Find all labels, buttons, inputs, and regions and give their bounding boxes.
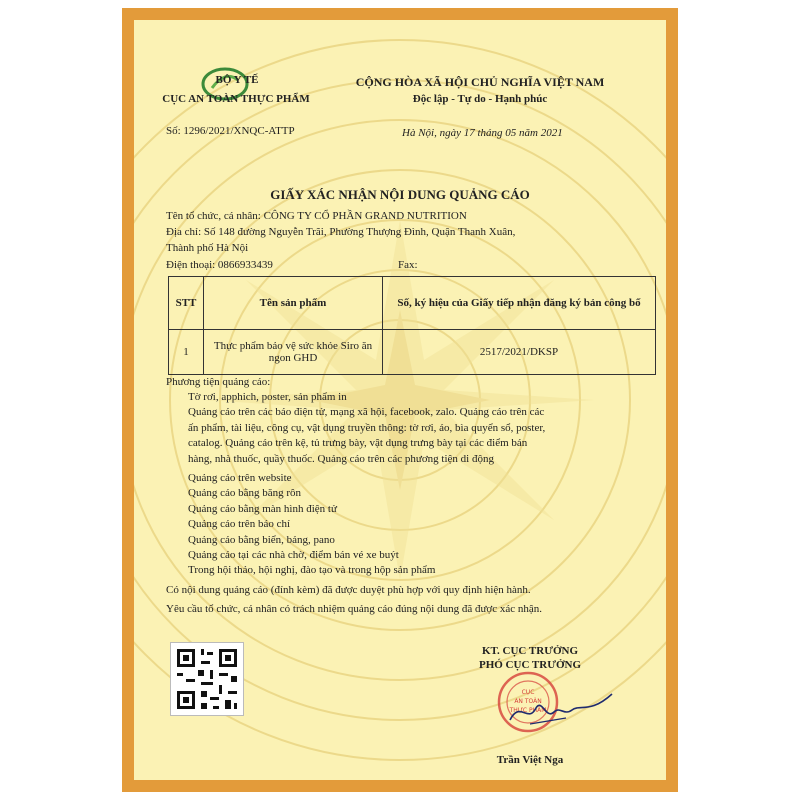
- list-item: Quảng cáo bằng băng rôn: [188, 487, 302, 500]
- signer-name: Trần Việt Nga: [496, 754, 564, 766]
- approval-statement: Có nội dung quảng cáo (đính kèm) đã được duyệt phù hợp với quy định hiện hành.: [166, 584, 531, 596]
- list-item: catalog. Quảng cáo trên kệ, tủ trưng bày, vật dụng trưng bày tại các điểm bán: [188, 437, 528, 450]
- list-item: ấn phẩm, tài liệu, công cụ, vật dụng truyền thông: tờ rơi, áo, bìa quyển sổ, poster,: [188, 421, 546, 434]
- media-label: Phương tiện quảng cáo:: [166, 376, 271, 388]
- header-product: Tên sản phẩm: [204, 277, 383, 330]
- table-header-row: [169, 277, 656, 330]
- applicant-org: Tên tổ chức, cá nhân: CÔNG TY CỔ PHẦN GRAND NUTRITION: [166, 210, 467, 222]
- national-motto: Độc lập - Tự do - Hạnh phúc: [412, 93, 548, 105]
- list-item: Quảng cáo tại các nhà chờ, điểm bán vé xe buýt: [188, 549, 399, 562]
- applicant-address-line2: Thành phố Hà Nội: [166, 242, 249, 254]
- cell-stt: 1: [169, 330, 204, 375]
- place-date: Hà Nội, ngày 17 tháng 05 năm 2021: [402, 127, 563, 139]
- list-item: Trong hội thảo, hội nghị, đào tạo và trong hộp sản phẩm: [188, 564, 436, 577]
- cell-product: Thực phẩm bảo vệ sức khỏe Siro ăn ngon GHD: [204, 330, 383, 375]
- svg-text:CỤC: CỤC: [521, 689, 535, 696]
- handwritten-signature: [506, 690, 616, 730]
- list-item: Quảng cáo trên các báo điện tử, mạng xã hội, facebook, zalo. Quảng cáo trên các: [188, 406, 545, 419]
- cell-code: 2517/2021/DKSP: [383, 330, 656, 375]
- qr-code: [170, 642, 244, 716]
- svg-text:THỰC PHẨM: THỰC PHẨM: [509, 707, 547, 714]
- svg-text:AN TOÀN: AN TOÀN: [514, 698, 542, 705]
- list-item: Tờ rơi, apphich, poster, sản phẩm in: [188, 391, 347, 403]
- signature-subtitle: PHÓ CỤC TRƯỞNG: [478, 659, 582, 671]
- document-number: Số: 1296/2021/XNQC-ATTP: [166, 125, 295, 137]
- responsibility-statement: Yêu cầu tổ chức, cá nhân có trách nhiệm quảng cáo đúng nội dung đã được xác nhận.: [166, 603, 543, 615]
- qr-code-icon: [171, 643, 243, 715]
- table-row: [169, 330, 656, 375]
- list-item: Quảng cáo bằng màn hình điện tử: [188, 502, 337, 515]
- department-name: CỤC AN TOÀN THỰC PHẨM: [162, 93, 310, 105]
- applicant-address-line1: Địa chỉ: Số 148 đường Nguyễn Trãi, Phường Thượng Đình, Quận Thanh Xuân,: [166, 226, 516, 238]
- signature-title: KT. CỤC TRƯỞNG: [481, 645, 579, 657]
- document-title: GIẤY XÁC NHẬN NỘI DUNG QUẢNG CÁO: [270, 187, 530, 202]
- ministry-name: BỘ Y TẾ: [215, 74, 259, 86]
- nation-name: CỘNG HÒA XÃ HỘI CHỦ NGHĨA VIỆT NAM: [355, 75, 605, 89]
- list-item: Quảng cáo bằng biển, bảng, pano: [188, 533, 335, 546]
- list-item: hàng, nhà thuốc, quầy thuốc. Quảng cáo trên các phương tiện di động: [188, 452, 494, 465]
- applicant-fax: Fax:: [398, 259, 418, 271]
- header-stt: STT: [169, 277, 204, 330]
- applicant-phone: Điện thoại: 0866933439: [166, 259, 273, 271]
- product-table: [168, 276, 656, 375]
- header-code: Số, ký hiệu của Giấy tiếp nhận đăng ký bản công bố: [383, 277, 656, 330]
- list-item: Quảng cáo trên website: [188, 472, 292, 485]
- media-list: [188, 390, 545, 579]
- list-item: Quảng cáo trên báo chí: [188, 518, 291, 531]
